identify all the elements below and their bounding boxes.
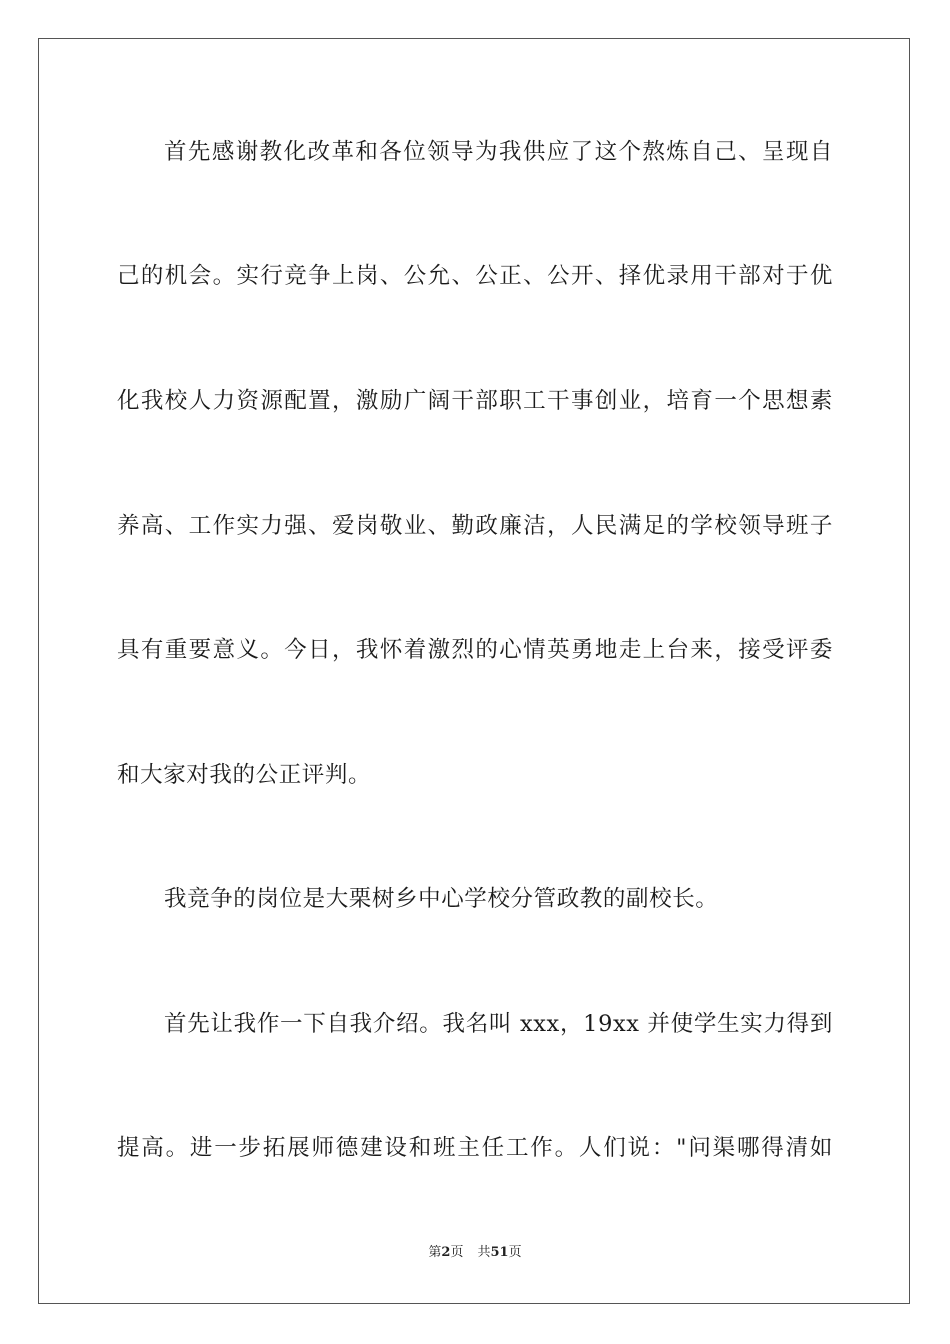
page-current: 2 (441, 1245, 451, 1260)
paragraph-1-line-6: 和大家对我的公正评判。 (117, 762, 372, 788)
page-total: 51 (490, 1245, 509, 1260)
page-suffix: 页 (450, 1245, 464, 1260)
page-prefix: 第 (428, 1245, 442, 1260)
paragraph-1-line-5: 具有重要意义。今日，我怀着激烈的心情英勇地走上台来，接受评委 (117, 637, 833, 663)
paragraph-3-line-2: 提高。进一步拓展师德建设和班主任工作。人们说："问渠哪得清如 (117, 1135, 833, 1161)
paragraph-1-line-2: 己的机会。实行竞争上岗、公允、公正、公开、择优录用干部对于优 (117, 263, 833, 289)
paragraph-1-line-3: 化我校人力资源配置，激励广阔干部职工干事创业，培育一个思想素 (117, 388, 833, 414)
total-suffix: 页 (508, 1245, 522, 1260)
paragraph-1-line-4: 养高、工作实力强、爱岗敬业、勤政廉洁，人民满足的学校领导班子 (117, 513, 833, 539)
page-footer (0, 1244, 950, 1262)
total-prefix: 共 (477, 1245, 491, 1260)
paragraph-1-line-1: 首先感谢教化改革和各位领导为我供应了这个熬炼自己、呈现自 (164, 139, 833, 165)
page-frame (38, 38, 910, 1304)
paragraph-3-line-1: 首先让我作一下自我介绍。我名叫 xxx，19xx 并使学生实力得到 (164, 1011, 833, 1037)
paragraph-2-line-1: 我竞争的岗位是大栗树乡中心学校分管政教的副校长。 (164, 886, 719, 912)
